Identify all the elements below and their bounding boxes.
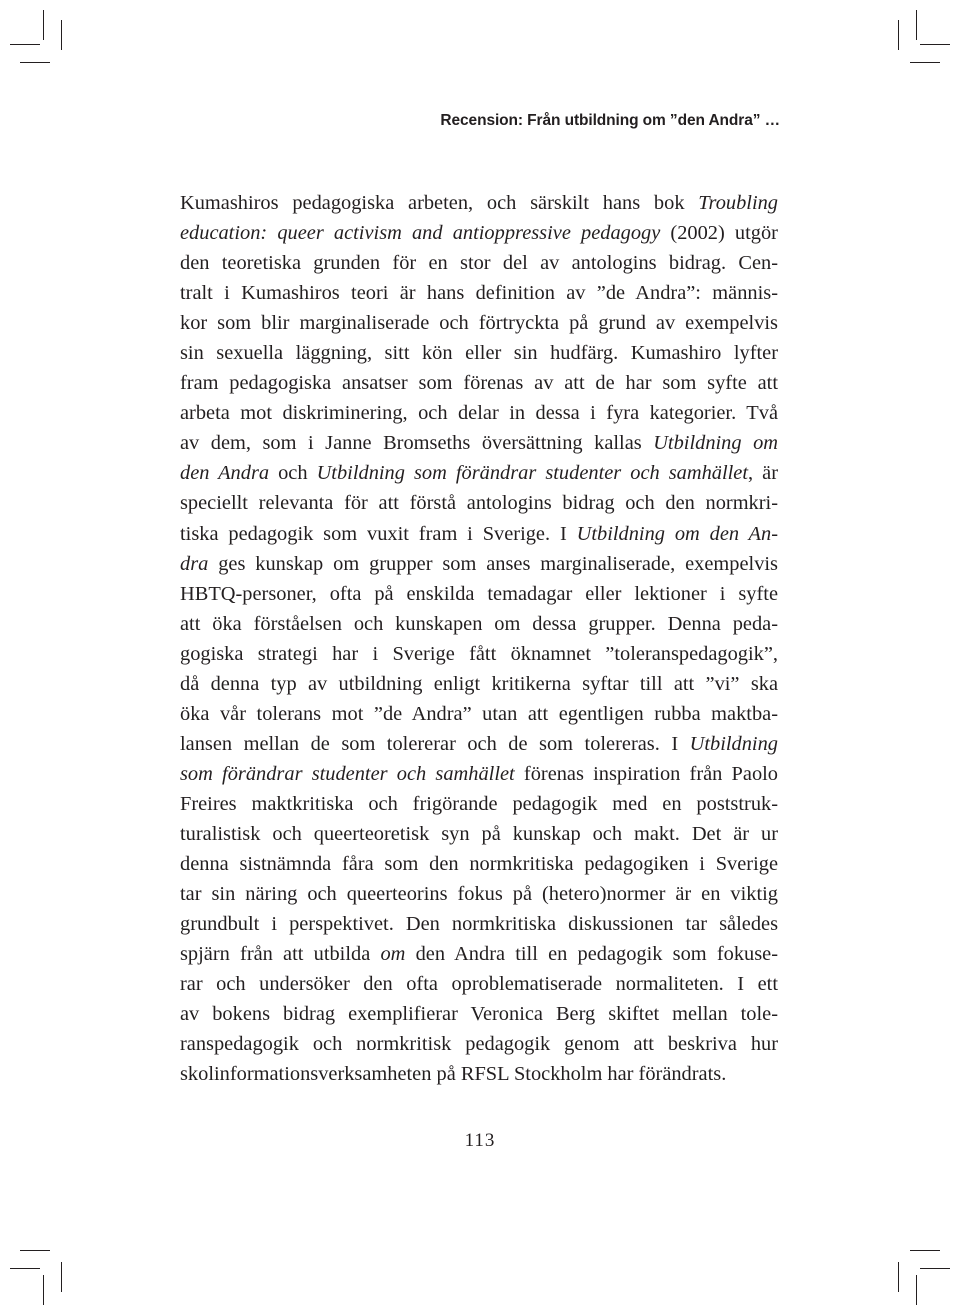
text-segment: speciellt relevanta för att förstå antologins bidrag och den normkri- (180, 492, 778, 515)
text-segment: ges kunskap om grupper som anses marginaliserade, exempelvis (208, 552, 778, 575)
text-segment: den Andra till en pedagogik som fokuse- (405, 943, 778, 966)
text-line (180, 218, 778, 248)
text-line (180, 819, 778, 849)
text-line (180, 969, 778, 999)
text-line (180, 278, 778, 308)
text-segment: Kumashiros pedagogiska arbeten, och särskilt hans bok (180, 192, 699, 214)
text-segment: förenas inspiration från Paolo (514, 762, 778, 785)
text-line (180, 519, 778, 549)
crop-mark-bottom-left-v2 (43, 1275, 44, 1305)
crop-mark-top-left-h2 (20, 62, 50, 63)
crop-mark-bottom-left-v (61, 1262, 62, 1292)
italic-text: den Andra (180, 462, 270, 485)
text-line (180, 458, 778, 488)
text-segment: den teoretiska grunden för en stor del av antologins bidrag. Cen- (180, 252, 778, 275)
text-line (180, 699, 778, 729)
italic-text: Utbildning om den An- (576, 522, 778, 545)
italic-text: om (380, 943, 406, 966)
crop-mark-top-left-v (43, 10, 44, 40)
text-line (180, 879, 778, 909)
crop-mark-bottom-right-h2 (920, 1268, 950, 1269)
text-line (180, 789, 778, 819)
text-segment: , är (748, 462, 778, 485)
text-line (180, 338, 778, 368)
crop-mark-bottom-left-h2 (10, 1268, 40, 1269)
text-line (180, 729, 778, 759)
text-segment: arbeta mot diskriminering, och delar in dessa i fyra kategorier. Två (180, 402, 778, 425)
italic-text: Utbildning som förändrar studenter och samhället (316, 462, 749, 485)
text-segment: öka vår tolerans mot ”de Andra” utan att egentligen rubba maktba- (180, 702, 778, 725)
crop-mark-top-right-v (916, 10, 917, 40)
text-segment: rar och undersöker den ofta oproblematiserade normaliteten. I ett (180, 973, 778, 996)
text-segment: och (269, 462, 317, 485)
text-line (180, 849, 778, 879)
italic-text: Troubling (698, 192, 778, 214)
text-segment: grundbult i perspektivet. Den normkritiska diskussionen tar således (180, 913, 778, 936)
crop-mark-bottom-left-h (20, 1250, 50, 1251)
text-line (180, 428, 778, 458)
italic-text: Utbildning om (653, 432, 778, 455)
text-line (180, 549, 778, 579)
text-segment: då denna typ av utbildning enligt kritikerna syftar till att ”vi” ska (180, 672, 778, 695)
crop-mark-bottom-right-h (910, 1250, 940, 1251)
text-line (180, 1029, 778, 1059)
text-segment: spjärn från att utbilda (180, 943, 381, 966)
text-line (180, 639, 778, 669)
text-line (180, 669, 778, 699)
crop-mark-bottom-right-v (898, 1262, 899, 1292)
text-segment: (2002) utgör (660, 222, 778, 245)
crop-mark-top-right-v2 (898, 20, 899, 50)
running-header-title: Recension: Från utbildning om ”den Andra” … (440, 112, 780, 129)
crop-mark-bottom-right-v2 (916, 1275, 917, 1305)
text-line (180, 909, 778, 939)
text-line (180, 488, 778, 518)
crop-mark-top-left-v2 (61, 20, 62, 50)
text-line (180, 188, 778, 218)
text-line (180, 248, 778, 278)
text-line (180, 368, 778, 398)
text-segment: av bokens bidrag exemplifierar Veronica Berg skiftet mellan tole- (180, 1003, 778, 1026)
italic-text: dra (180, 552, 209, 575)
italic-text: Utbildning (689, 732, 778, 755)
text-segment: kor som blir marginaliserade och förtryckta på grund av exempelvis (180, 312, 778, 335)
text-segment: skolinformationsverksamheten på RFSL Stockholm har förändrats. (180, 1063, 727, 1086)
page-number: 113 (464, 1130, 496, 1151)
text-segment: att öka förståelsen och kunskapen om dessa grupper. Denna peda- (180, 612, 778, 635)
text-line (180, 579, 778, 609)
text-line (180, 939, 778, 969)
text-segment: sin sexuella läggning, sitt kön eller sin hudfärg. Kumashiro lyfter (180, 342, 778, 365)
crop-mark-top-right-h (920, 44, 950, 45)
text-line (180, 609, 778, 639)
italic-text: som förändrar studenter och samhället (180, 762, 515, 785)
italic-text: education: queer activism and antioppressive pedagogy (180, 222, 661, 245)
text-line (180, 999, 778, 1029)
text-line (180, 759, 778, 789)
text-segment: turalistisk och queerteoretisk syn på kunskap och makt. Det är ur (180, 822, 778, 845)
text-segment: denna sistnämnda fåra som den normkritiska pedagogiken i Sverige (180, 853, 778, 876)
text-segment: Freires maktkritiska och frigörande pedagogik med en poststruk- (180, 792, 778, 815)
crop-mark-top-left-h (10, 44, 40, 45)
text-segment: HBTQ-personer, ofta på enskilda temadagar eller lektioner i syfte (180, 582, 778, 605)
text-segment: tar sin näring och queerteorins fokus på (hetero)normer är en viktig (180, 883, 778, 906)
text-line (180, 308, 778, 338)
text-segment: fram pedagogiska ansatser som förenas av att de har som syfte att (180, 372, 778, 395)
text-segment: tralt i Kumashiros teori är hans definition av ”de Andra”: männis- (180, 282, 778, 305)
text-segment: tiska pedagogik som vuxit fram i Sverige. I (180, 522, 577, 545)
crop-mark-top-right-h2 (910, 62, 940, 63)
text-line (180, 1059, 778, 1089)
text-segment: gogiska strategi har i Sverige fått öknamnet ”toleranspedagogik”, (180, 642, 778, 665)
text-segment: lansen mellan de som tolererar och de som tolereras. I (180, 732, 690, 755)
text-line (180, 398, 778, 428)
text-segment: av dem, som i Janne Bromseths översättning kallas (180, 432, 654, 455)
body-paragraph (180, 188, 778, 1089)
text-segment: ranspedagogik och normkritisk pedagogik genom att beskriva hur (180, 1033, 778, 1056)
